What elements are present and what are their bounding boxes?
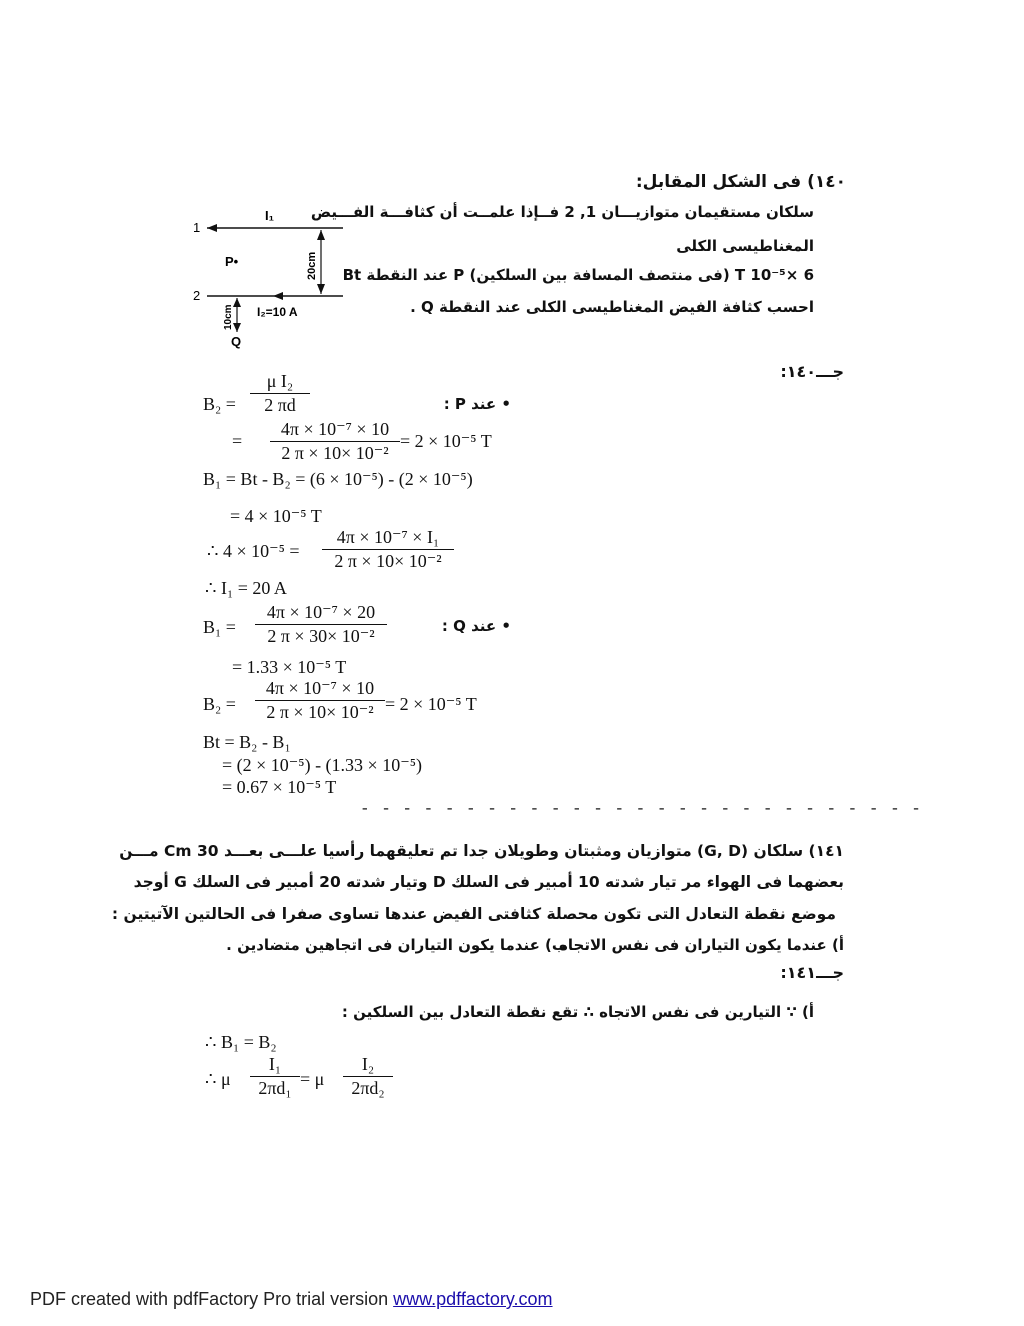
at-q-label: • عند Q : (441, 617, 511, 635)
ans141-mid: = μ (300, 1069, 325, 1089)
q141-line3: موضع نقطة التعادل التى تكون محصلة كثافتى الفيض عندها تساوى صفرا فى الحالتين الآتيتين : (111, 905, 836, 923)
ans141-header: جـــ١٤١: (780, 963, 844, 982)
footer-text: PDF created with pdfFactory Pro trial version (30, 1289, 394, 1309)
b2-den: 2 πd (264, 395, 296, 415)
therefore-den: 2 π × 10× 10⁻² (334, 551, 442, 571)
footer-link[interactable]: www.pdffactory.com (393, 1289, 553, 1309)
wire-2-arrow (273, 292, 283, 300)
point-q: Q (231, 334, 242, 349)
b1q-result: = 1.33 × 10⁻⁵ T (232, 657, 347, 677)
b2-fraction (250, 371, 310, 416)
ans141-mu-lhs: ∴ μ (205, 1069, 231, 1089)
b1q-fraction (255, 602, 387, 647)
b1-result: = 4 × 10⁻⁵ T (230, 506, 322, 526)
at-p-label: • عند P : (443, 395, 511, 413)
wire-1-arrow (207, 224, 217, 232)
q141-line1: ١٤١) سلكان (G, D) متوازيان ومثبتان وطويلان جدا تم تعليقهما رأسيا علـــى بعـــد 30 Cm مـــن (119, 842, 844, 860)
wires-figure (185, 200, 355, 350)
q141-line2: بعضهما فى الهواء مر تيار شدته 10 أمبير فى السلك D وتيار شدته 20 أمبير فى السلك G أوجد (133, 873, 844, 891)
b2q-result: = 2 × 10⁻⁵ T (385, 694, 477, 714)
wire-2-label: 2 (193, 288, 201, 303)
f2-den: 2πd₂ (351, 1078, 385, 1098)
q140-line3: 6 ×10⁻⁵ T (فى منتصف المسافة بين السلكين) P عند النقطة Bt (342, 266, 814, 284)
i1-result: ∴ I₁ = 20 A (205, 578, 287, 598)
b2-num: μ I₂ (250, 371, 310, 394)
q141-option-a: أ) عندما يكون التياران فى نفس الاتجاه (559, 936, 844, 954)
therefore-num: 4π × 10⁻⁷ × I₁ (322, 527, 454, 550)
bt-line: Bt = B₂ - B₁ (203, 732, 291, 752)
i1-label: I₁ (265, 208, 274, 223)
eq1-num: 4π × 10⁻⁷ × 10 (270, 419, 400, 442)
pdf-footer (30, 1289, 553, 1310)
q140-line2: المغناطيسى الكلى (676, 237, 814, 255)
b1-line: B₁ = Bt - B₂ = (6 × 10⁻⁵) - (2 × 10⁻⁵) (203, 469, 473, 489)
wire-1-label: 1 (193, 220, 201, 235)
b2q-lhs: B₂ = (203, 694, 236, 714)
b1q-den: 2 π × 30× 10⁻² (267, 626, 375, 646)
ans141-fraction-1 (250, 1054, 300, 1099)
b2q-den: 2 π × 10× 10⁻² (266, 702, 374, 722)
q140-line1: سلكان مستقيمان متوازيـــان 1, 2 فــإذا علمــت أن كثافـــة الفـــيض (310, 203, 814, 221)
q140-header: ١٤٠) فى الشكل المقابل: (635, 172, 846, 192)
b2-lhs: B₂ = (203, 394, 236, 414)
f2-num: I₂ (343, 1054, 393, 1077)
dim-20-label: 20cm (306, 251, 318, 280)
b2q-num: 4π × 10⁻⁷ × 10 (255, 678, 385, 701)
bt-result: = 0.67 × 10⁻⁵ T (222, 777, 337, 797)
b1q-num: 4π × 10⁻⁷ × 20 (255, 602, 387, 625)
ans141-fraction-2 (343, 1054, 393, 1099)
eq1-result: = 2 × 10⁻⁵ T (400, 431, 492, 451)
eq1-fraction (270, 419, 400, 464)
q141-option-b: ب) عندما يكون التياران فى اتجاهين متضادين . (226, 936, 567, 954)
i2-label: I₂=10 A (257, 305, 298, 319)
ans141-line-a: أ) ∵ التيارين فى نفس الاتجاه ∴ تقع نقطة التعادل بين السلكين : (341, 1003, 814, 1021)
f1-num: I₁ (250, 1054, 300, 1077)
point-p: P• (225, 254, 239, 269)
eq1-den: 2 π × 10× 10⁻² (281, 443, 389, 463)
ans140-header: جـــ١٤٠: (780, 362, 844, 381)
b2q-fraction (255, 678, 385, 723)
dim-10-label: 10cm (223, 304, 234, 330)
f1-den: 2πd₁ (258, 1078, 292, 1098)
b1q-lhs: B₁ = (203, 617, 236, 637)
bt-substitution: = (2 × 10⁻⁵) - (1.33 × 10⁻⁵) (222, 755, 422, 775)
q140-line4: احسب كثافة الفيض المغناطيسى الكلى عند النقطة Q . (410, 298, 814, 316)
ans141-b-equal: ∴ B₁ = B₂ (205, 1032, 277, 1052)
section-divider: - - - - - - - - - - - - - - - - - - - - - - - - - - - (360, 800, 922, 818)
eq1-lhs: = (232, 431, 243, 451)
therefore-lhs: ∴ 4 × 10⁻⁵ = (207, 541, 300, 561)
therefore-fraction (322, 527, 454, 572)
